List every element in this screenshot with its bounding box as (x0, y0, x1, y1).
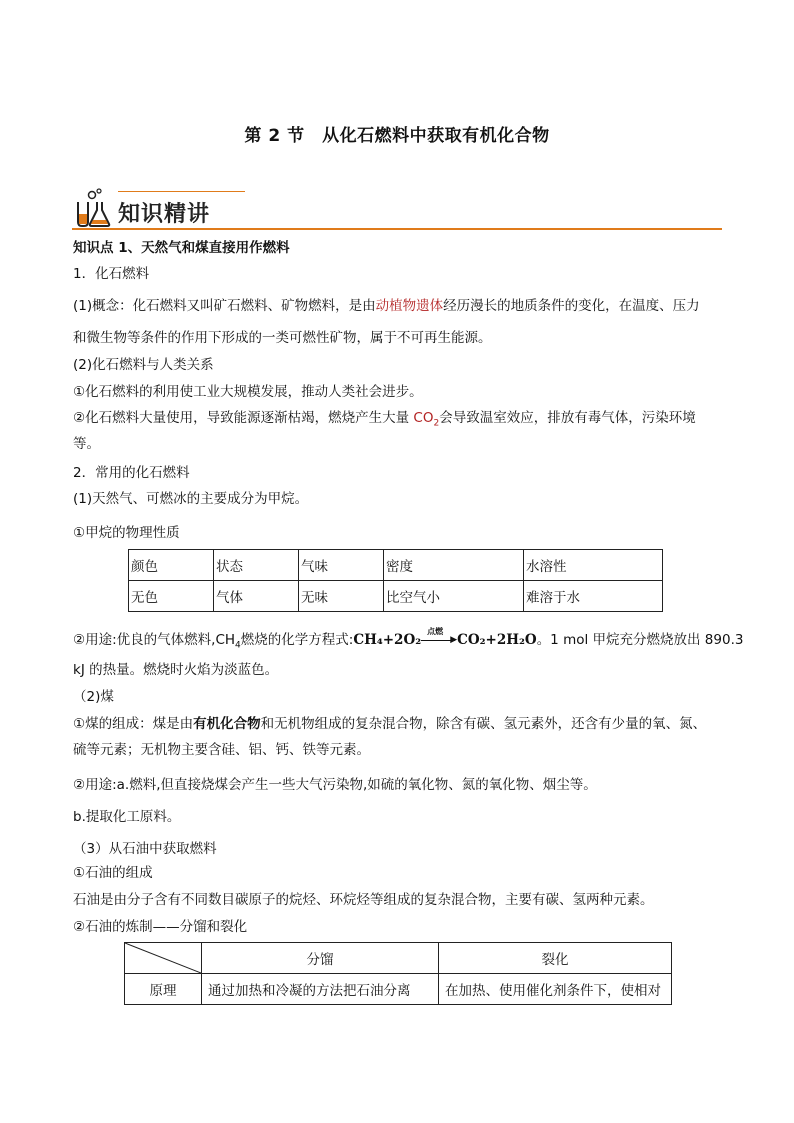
table-cell: 颜色 (129, 550, 214, 581)
chemistry-flask-icon (72, 188, 116, 228)
diagonal-line (125, 943, 201, 973)
paragraph: ②用途:a.燃料,但直接烧煤会产生一些大气污染物,如硫的氧化物、氮的氧化物、烟尘等。 (73, 777, 597, 793)
table-cell: 气体 (214, 581, 299, 612)
subsection-heading: 2．常用的化石燃料 (73, 465, 190, 481)
table-cell: 在加热、使用催化剂条件下，使相对 (439, 974, 672, 1005)
paragraph: ①石油的组成 (73, 865, 153, 881)
petroleum-refining-table (124, 942, 672, 1005)
paragraph: ①甲烷的物理性质 (73, 525, 180, 541)
paragraph: 和微生物等条件的作用下形成的一类可燃性矿物，属于不可再生能源。 (73, 330, 492, 346)
highlight-text: 动植物遗体 (375, 298, 444, 314)
page-title: 第 2 节 从化石燃料中获取有机化合物 (244, 126, 550, 146)
paragraph: ①煤的组成：煤是由有机化合物和无机物组成的复杂混合物，除含有碳、氢元素外，还含有少量的氧、氮、 (73, 716, 707, 732)
table-cell: 无味 (299, 581, 384, 612)
paragraph: b.提取化工原料。 (73, 809, 181, 825)
reaction-arrow-icon: 点燃 ▶ (421, 630, 457, 644)
table-cell: 通过加热和冷凝的方法把石油分离 (202, 974, 439, 1005)
table-cell: 原理 (125, 974, 202, 1005)
co2-formula: $CO_2$ (413, 410, 440, 429)
table-cell: 密度 (384, 550, 524, 581)
section-divider (72, 228, 722, 230)
subsection-heading: （2)煤 (73, 689, 114, 705)
knowledge-point-heading: 知识点 1、天然气和煤直接用作燃料 (73, 240, 290, 256)
paragraph: ②用途:优良的气体燃料$,CH_4$燃烧的化学方程式:CH₄+2O₂ 点燃 ▶ CO₂+2H₂O。1 mol 甲烷充分燃烧放出 890.3 (73, 626, 744, 651)
table-corner-cell (125, 943, 202, 974)
paragraph: (2)化石燃料与人类关系 (73, 357, 214, 373)
table-cell: 难溶于水 (524, 581, 663, 612)
table-cell: 气味 (299, 550, 384, 581)
table-header-row (129, 550, 663, 581)
chemical-equation: CH₄+2O₂ 点燃 ▶ CO₂+2H₂O (353, 626, 537, 648)
paragraph: (1)概念：化石燃料又叫矿石燃料、矿物燃料，是由动植物遗体经历漫长的地质条件的变化，在温度、压力 (73, 298, 700, 314)
table-cell: 比空气小 (384, 581, 524, 612)
table-cell: 分馏 (202, 943, 439, 974)
paragraph: ①化石燃料的利用使工业大规模发展，推动人类社会进步。 (73, 384, 423, 400)
paragraph: ②石油的炼制——分馏和裂化 (73, 919, 248, 935)
paragraph: 等。 (73, 436, 100, 452)
methane-properties-table (128, 549, 663, 612)
table-row (129, 581, 663, 612)
table-cell: 状态 (214, 550, 299, 581)
paragraph: 硫等元素；无机物主要含硅、铝、钙、铁等元素。 (73, 742, 370, 758)
paragraph: (1)天然气、可燃冰的主要成分为甲烷。 (73, 491, 309, 507)
paragraph: 石油是由分子含有不同数目碳原子的烷烃、环烷烃等组成的复杂混合物，主要有碳、氢两种元素。 (73, 892, 654, 908)
section-banner (72, 186, 722, 232)
subsection-heading: （3）从石油中获取燃料 (73, 841, 217, 857)
section-banner-label: 知识精讲 (118, 202, 211, 227)
paragraph: kJ 的热量。燃烧时火焰为淡蓝色。 (73, 662, 279, 678)
table-header-row (125, 943, 672, 974)
table-row (125, 974, 672, 1005)
subsection-heading: 1．化石燃料 (73, 266, 150, 282)
table-cell: 无色 (129, 581, 214, 612)
paragraph: ②化石燃料大量使用，导致能源逐渐枯竭，燃烧产生大量 $CO_2$会导致温室效应，排放有毒气体，污染环境 (73, 410, 696, 429)
table-cell: 水溶性 (524, 550, 663, 581)
table-cell: 裂化 (439, 943, 672, 974)
